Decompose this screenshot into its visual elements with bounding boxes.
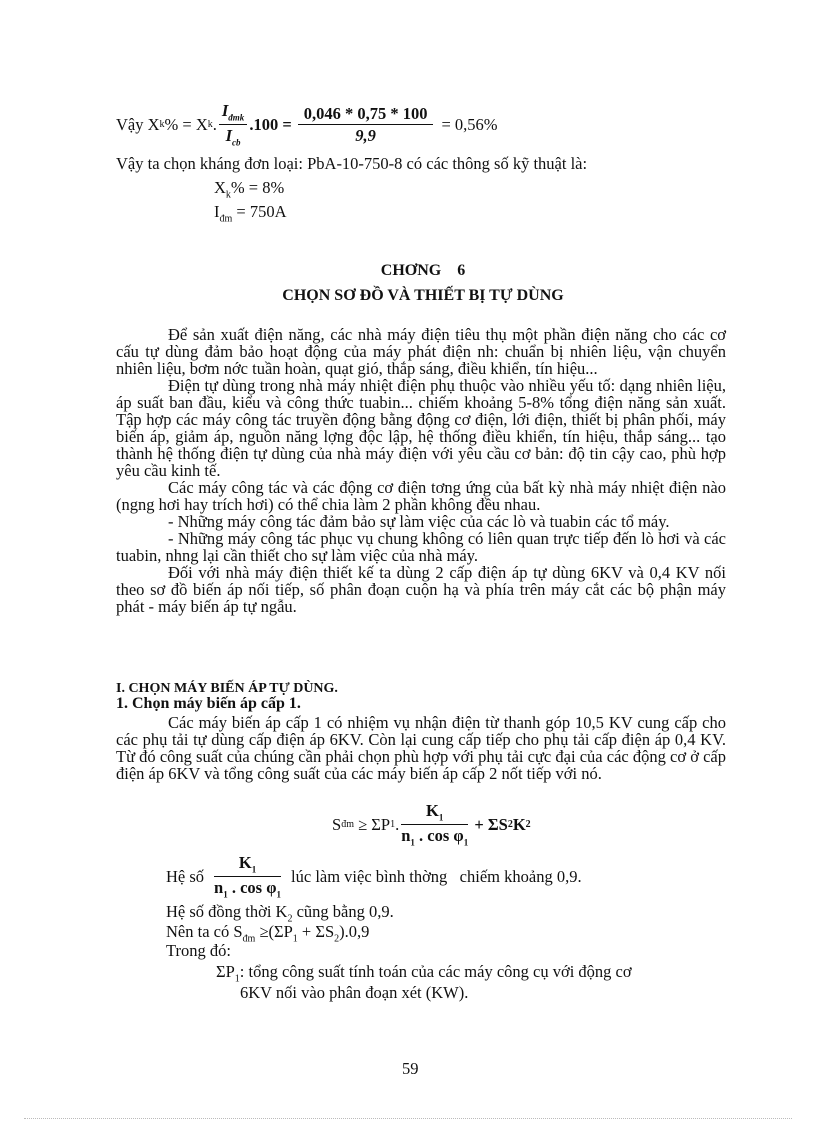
spec-idm: $I_{đm} = 750A$ [214,202,287,225]
sdm-inequality-line: Nên ta có $S_{đm} \ge(\Sigma P_1 + \Sigma S_2).0,9$ [166,922,370,945]
paragraph: Để sản xuất điện năng, các nhà máy điện tiêu thụ một phần điện năng cho các cơ cấu tự dùng đảm bảo hoạt động của máy phát điện nh: chuẩn bị nhiên liệu, vận chuyển nhiên liệu, bơm nớc tuần hoàn, quạt gió, thắp sáng, điều khiển, tín hiệu... [116,325,726,378]
section-heading: I. CHỌN MÁY BIẾN ÁP TỰ DÙNG. [116,681,338,696]
spec-xk: $X_k\% = 8\%$ [214,178,285,201]
definition-p1: $\Sigma P_1$: tổng công suất tính toán của các máy công cụ với động cơ [216,962,632,985]
k1-fraction: $\frac{K_1}{n_1 . \cos \varphi_1}$ [401,800,469,848]
where-label: Trong đó: [166,941,231,960]
definition-p1-cont: 6KV nối vào phân đoạn xét (KW). [240,983,469,1002]
xk-formula: Vậy X k % = X k . $\frac{I_{đmk}}{I_{cb}}$ .100 = $\frac{0,046 * 0,75 * 100}{9,9}$ = 0,56% [116,100,498,148]
chapter-label: CHƠNG 6 [380,262,466,279]
chapter-title: CHỌN SƠ ĐỒ VÀ THIẾT BỊ TỰ DÙNG [282,287,564,304]
paragraph: Điện tự dùng trong nhà máy nhiệt điện phụ thuộc vào nhiều yếu tố: dạng nhiên liệu, áp suất ban đầu, kiểu và công thức tuabin... chiếm khoảng 5-8% tổng điện năng sản xuất. Tập hợp các máy công tác truyền động bằng động cơ điện, lới điện, thiết bị phân phối, máy biến áp, giảm áp, nguồn năng lợng độc lập, hệ thống điều khiển, tín hiệu, thắp sáng... tạo thành hệ thống điện tự dùng của nhà máy điện với yêu cầu cơ bản: độ tin cậy cao, phù hợp yêu cầu kinh tế. [116,376,726,480]
page-number: 59 [402,1059,419,1078]
paragraph: - Những máy công tác phục vụ chung không có liên quan trực tiếp đến lò hơi và các tuabin, nhng lại cần thiết cho sự làm việc của nhà máy. [116,529,726,565]
k1-fraction-inline: $\frac{K_1}{n_1 . \cos \varphi_1}$ [214,852,282,900]
paragraph: Các máy công tác và các động cơ điện tơng ứng của bất kỳ nhà máy nhiệt điện nào (ngng hơi hay trích hơi) có thể chia làm 2 phần không đều nhau. [116,478,726,514]
sdm-formula: S đm ≥ Σ P 1 . $\frac{K_1}{n_1 . \cos \varphi_1}$ + ΣS 2 K 2 [332,800,531,848]
section-paragraph: Các máy biến áp cấp 1 có nhiệm vụ nhận điện từ thanh góp 10,5 KV cung cấp cho các phụ tải tự dùng cấp điện áp 6KV. Còn lại cung cấp tiếp cho phụ tải cấp điện áp 0,4 KV. Từ đó công suất của chúng cần phải chọn phù hợp với phụ tải cực đại của các động cơ ở cấp điện áp 6KV và tổng công suất của các máy biến áp cấp 2 nốt tiếp với nó. [116,713,726,783]
coefficient-line: Hệ số $\frac{K_1}{n_1 . \cos \varphi_1}$ lúc làm việc bình thờng chiếm khoảng 0,9. [166,852,582,900]
subsection-heading: 1. Chọn máy biến áp cấp 1. [116,695,301,712]
current-ratio-fraction: $\frac{I_{đmk}}{I_{cb}}$ [219,103,247,148]
page-bottom-rule [24,1118,792,1119]
paragraph: - Những máy công tác đảm bảo sự làm việc của các lò và tuabin các tổ máy. [168,512,670,531]
numeric-fraction: $\frac{0,046 * 0,75 * 100}{9,9}$ [298,106,434,145]
coefficient-k2-line: Hệ số đồng thời $K_2$ cũng bằng 0,9. [166,902,394,925]
body-text [116,326,726,615]
paragraph: Đối với nhà máy điện thiết kế ta dùng 2 cấp điện áp tự dùng 6KV và 0,4 KV nối theo sơ đồ biến áp nối tiếp, số phân đoạn cuộn hạ và phía trên máy cắt các bộ phận máy phát - máy biến áp tự ngẫu. [116,563,726,616]
choose-reactor-line: Vậy ta chọn kháng đơn loại: PbA-10-750-8 có các thông số kỹ thuật là: [116,154,588,173]
